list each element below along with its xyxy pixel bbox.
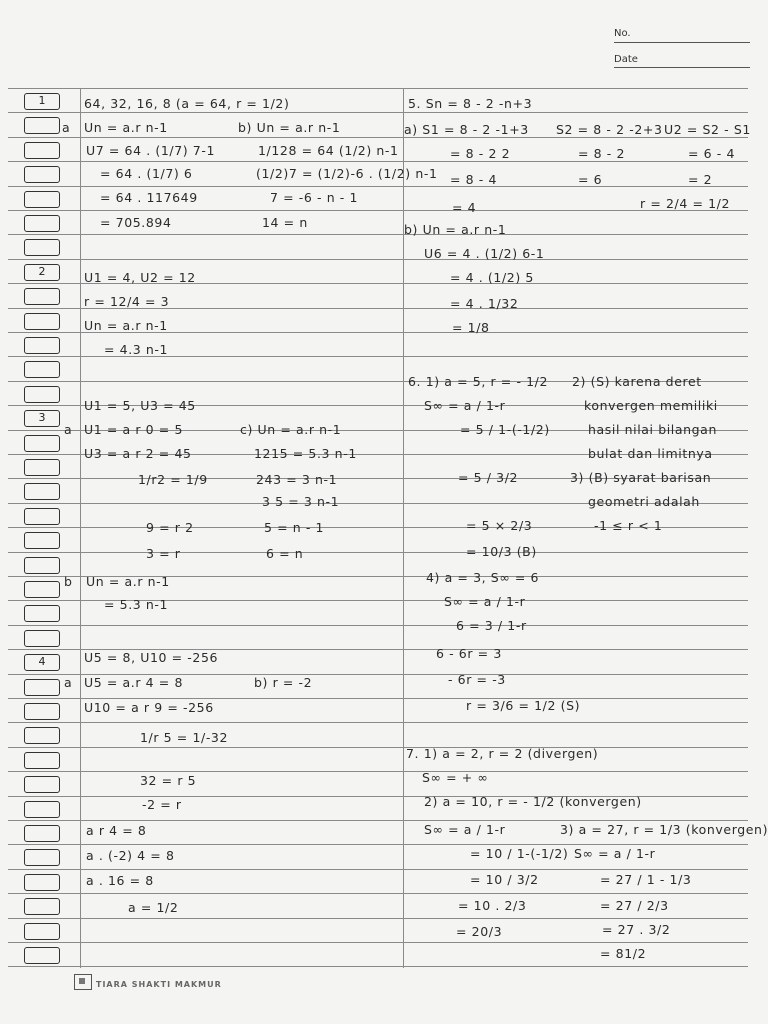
handwritten-line: a = 1/2 [128, 900, 179, 915]
margin-box [24, 630, 60, 647]
handwritten-line: 5. Sn = 8 - 2 -n+3 [408, 96, 533, 111]
ruled-line [8, 844, 748, 845]
handwritten-line: c) Un = a.r n-1 [240, 422, 342, 437]
problem-number: 1 [38, 94, 46, 107]
handwritten-line: Un = a.r n-1 [84, 318, 168, 333]
handwritten-line: -1 ≤ r < 1 [594, 518, 663, 533]
handwritten-line: U1 = 4, U2 = 12 [84, 270, 196, 285]
date-label: Date [614, 54, 638, 65]
margin-box [24, 142, 60, 159]
handwritten-line: b) Un = a.r n-1 [238, 120, 341, 135]
handwritten-line: = 81/2 [600, 946, 647, 961]
handwritten-line: -2 = r [142, 797, 182, 812]
margin-box [24, 313, 60, 330]
handwritten-line: = 4 . 1/32 [450, 296, 519, 311]
margin-box [24, 923, 60, 940]
handwritten-line: 6 - 6r = 3 [436, 646, 502, 661]
handwritten-line: = 27 / 1 - 1/3 [600, 872, 692, 887]
margin-box [24, 801, 60, 818]
handwritten-line: Un = a.r n-1 [84, 120, 168, 135]
margin-box [24, 898, 60, 915]
handwritten-line: a [64, 422, 73, 437]
ruled-line [8, 186, 748, 187]
handwritten-line: S∞ = a / 1-r [424, 822, 506, 837]
handwritten-line: = 5 / 1-(-1/2) [460, 422, 550, 437]
margin-box [24, 727, 60, 744]
handwritten-line: = 4.3 n-1 [104, 342, 169, 357]
handwritten-line: = 5 / 3/2 [458, 470, 519, 485]
handwritten-line: 1/r 5 = 1/-32 [140, 730, 229, 745]
handwritten-line: = 10 / 3/2 [470, 872, 539, 887]
center-divider [403, 88, 404, 968]
margin-box [24, 361, 60, 378]
handwritten-line: U5 = 8, U10 = -256 [84, 650, 219, 665]
ruled-line [8, 88, 748, 89]
handwritten-line: = 27 . 3/2 [602, 922, 671, 937]
margin-box [24, 703, 60, 720]
handwritten-line: 2) (S) karena deret [572, 374, 702, 389]
handwritten-line: 243 = 3 n-1 [256, 472, 338, 487]
handwritten-line: 3 = r [146, 546, 181, 561]
handwritten-line: = 1/8 [452, 320, 490, 335]
handwritten-line: = 8 - 4 [450, 172, 498, 187]
handwritten-line: = 27 / 2/3 [600, 898, 669, 913]
handwritten-line: 32 = r 5 [140, 773, 197, 788]
margin-box [24, 483, 60, 500]
ruled-line [8, 820, 748, 821]
handwritten-line: S∞ = + ∞ [422, 770, 489, 785]
ruled-line [8, 137, 748, 138]
margin-box [24, 532, 60, 549]
ruled-line [8, 112, 748, 113]
ruled-line [8, 771, 748, 772]
handwritten-line: a [62, 120, 71, 135]
no-label: No. [614, 28, 631, 39]
handwritten-line: r = 3/6 = 1/2 (S) [466, 698, 581, 713]
margin-box [24, 435, 60, 452]
handwritten-line: S∞ = a / 1-r [574, 846, 656, 861]
handwritten-line: a r 4 = 8 [86, 823, 147, 838]
margin-box [24, 166, 60, 183]
ruled-line [8, 625, 748, 626]
handwritten-line: 5 = n - 1 [264, 520, 325, 535]
handwritten-line: geometri adalah [588, 494, 700, 509]
margin-box [24, 386, 60, 403]
ruled-line [8, 722, 748, 723]
ruled-line [8, 893, 748, 894]
margin-box [24, 508, 60, 525]
handwritten-line: 6 = n [266, 546, 304, 561]
handwritten-line: konvergen memiliki [584, 398, 718, 413]
handwritten-line: 7 = -6 - n - 1 [270, 190, 359, 205]
margin-box [24, 605, 60, 622]
handwritten-line: a [64, 675, 73, 690]
handwritten-line: hasil nilai bilangan [588, 422, 717, 437]
handwritten-line: 2) a = 10, r = - 1/2 (konvergen) [424, 794, 642, 809]
handwritten-line: U7 = 64 . (1/7) 7-1 [86, 143, 216, 158]
handwritten-line: S∞ = a / 1-r [444, 594, 526, 609]
handwritten-line: b) Un = a.r n-1 [404, 222, 507, 237]
handwritten-line: = 64 . (1/7) 6 [100, 166, 193, 181]
handwritten-line: 1/r2 = 1/9 [138, 472, 208, 487]
margin-box [24, 557, 60, 574]
problem-number: 3 [38, 411, 46, 424]
handwritten-line: = 2 [688, 172, 713, 187]
handwritten-line: 6 = 3 / 1-r [456, 618, 527, 633]
margin-box [24, 239, 60, 256]
margin-line [80, 88, 81, 968]
no-line [614, 42, 750, 43]
problem-number: 4 [38, 655, 46, 668]
margin-box [24, 679, 60, 696]
ruled-line [8, 259, 748, 260]
ruled-line [8, 966, 748, 967]
margin-box [24, 874, 60, 891]
ruled-line [8, 942, 748, 943]
margin-box [24, 825, 60, 842]
handwritten-line: - 6r = -3 [448, 672, 506, 687]
handwritten-line: = 10 / 1-(-1/2) [470, 846, 569, 861]
date-line [614, 67, 750, 68]
handwritten-line: U1 = a r 0 = 5 [84, 422, 183, 437]
handwritten-line: 14 = n [262, 215, 308, 230]
margin-box [24, 459, 60, 476]
handwritten-line: 9 = r 2 [146, 520, 194, 535]
handwritten-line: = 4 [452, 200, 477, 215]
handwritten-line: U6 = 4 . (1/2) 6-1 [424, 246, 545, 261]
brand-logo-icon [74, 974, 92, 990]
ruled-line [8, 161, 748, 162]
handwritten-line: = 8 - 2 2 [450, 146, 511, 161]
margin-box [24, 581, 60, 598]
handwritten-line: b [64, 574, 73, 589]
handwritten-line: r = 2/4 = 1/2 [640, 196, 731, 211]
margin-box [24, 752, 60, 769]
handwritten-line: S2 = 8 - 2 -2+3 [556, 122, 663, 137]
handwritten-line: 6. 1) a = 5, r = - 1/2 [408, 374, 549, 389]
handwritten-line: U5 = a.r 4 = 8 [84, 675, 183, 690]
problem-number: 2 [38, 265, 46, 278]
ruled-line [8, 869, 748, 870]
handwritten-line: = 4 . (1/2) 5 [450, 270, 534, 285]
ruled-line [8, 747, 748, 748]
handwritten-line: r = 12/4 = 3 [84, 294, 170, 309]
handwritten-line: 64, 32, 16, 8 (a = 64, r = 1/2) [84, 96, 290, 111]
margin-box [24, 776, 60, 793]
handwritten-line: 3 5 = 3 n-1 [262, 494, 340, 509]
handwritten-line: b) r = -2 [254, 675, 313, 690]
handwritten-line: 1215 = 5.3 n-1 [254, 446, 357, 461]
handwritten-line: bulat dan limitnya [588, 446, 713, 461]
ruled-line [8, 698, 748, 699]
margin-box [24, 215, 60, 232]
handwritten-line: = 5.3 n-1 [104, 597, 169, 612]
handwritten-line: U2 = S2 - S1 [664, 122, 751, 137]
ruled-line [8, 234, 748, 235]
handwritten-line: = 8 - 2 [578, 146, 626, 161]
handwritten-line: = 20/3 [456, 924, 503, 939]
handwritten-line: = 10 . 2/3 [458, 898, 527, 913]
handwritten-line: = 10/3 (B) [466, 544, 537, 559]
handwritten-line: U10 = a r 9 = -256 [84, 700, 214, 715]
handwritten-line: 1/128 = 64 (1/2) n-1 [258, 143, 399, 158]
margin-box [24, 117, 60, 134]
handwritten-line: U1 = 5, U3 = 45 [84, 398, 196, 413]
handwritten-line: 3) a = 27, r = 1/3 (konvergen) [560, 822, 768, 837]
margin-box [24, 849, 60, 866]
handwritten-line: 4) a = 3, S∞ = 6 [426, 570, 540, 585]
margin-box [24, 337, 60, 354]
ruled-line [8, 210, 748, 211]
handwritten-line: Un = a.r n-1 [86, 574, 170, 589]
handwritten-line: = 6 [578, 172, 603, 187]
margin-box [24, 947, 60, 964]
brand-name: TIARA SHAKTI MAKMUR [96, 980, 222, 989]
handwritten-line: = 5 × 2/3 [466, 518, 533, 533]
handwritten-line: = 64 . 117649 [100, 190, 198, 205]
handwritten-line: a . 16 = 8 [86, 873, 154, 888]
handwritten-line: a . (-2) 4 = 8 [86, 848, 175, 863]
handwritten-line: 7. 1) a = 2, r = 2 (divergen) [406, 746, 599, 761]
handwritten-line: U3 = a r 2 = 45 [84, 446, 192, 461]
margin-box [24, 191, 60, 208]
handwritten-line: a) S1 = 8 - 2 -1+3 [404, 122, 529, 137]
handwritten-line: = 705.894 [100, 215, 172, 230]
margin-box [24, 288, 60, 305]
handwritten-line: 3) (B) syarat barisan [570, 470, 712, 485]
ruled-line [8, 552, 748, 553]
ruled-line [8, 918, 748, 919]
handwritten-line: = 6 - 4 [688, 146, 736, 161]
handwritten-line: S∞ = a / 1-r [424, 398, 506, 413]
handwritten-line: (1/2)7 = (1/2)-6 . (1/2) n-1 [256, 166, 438, 181]
